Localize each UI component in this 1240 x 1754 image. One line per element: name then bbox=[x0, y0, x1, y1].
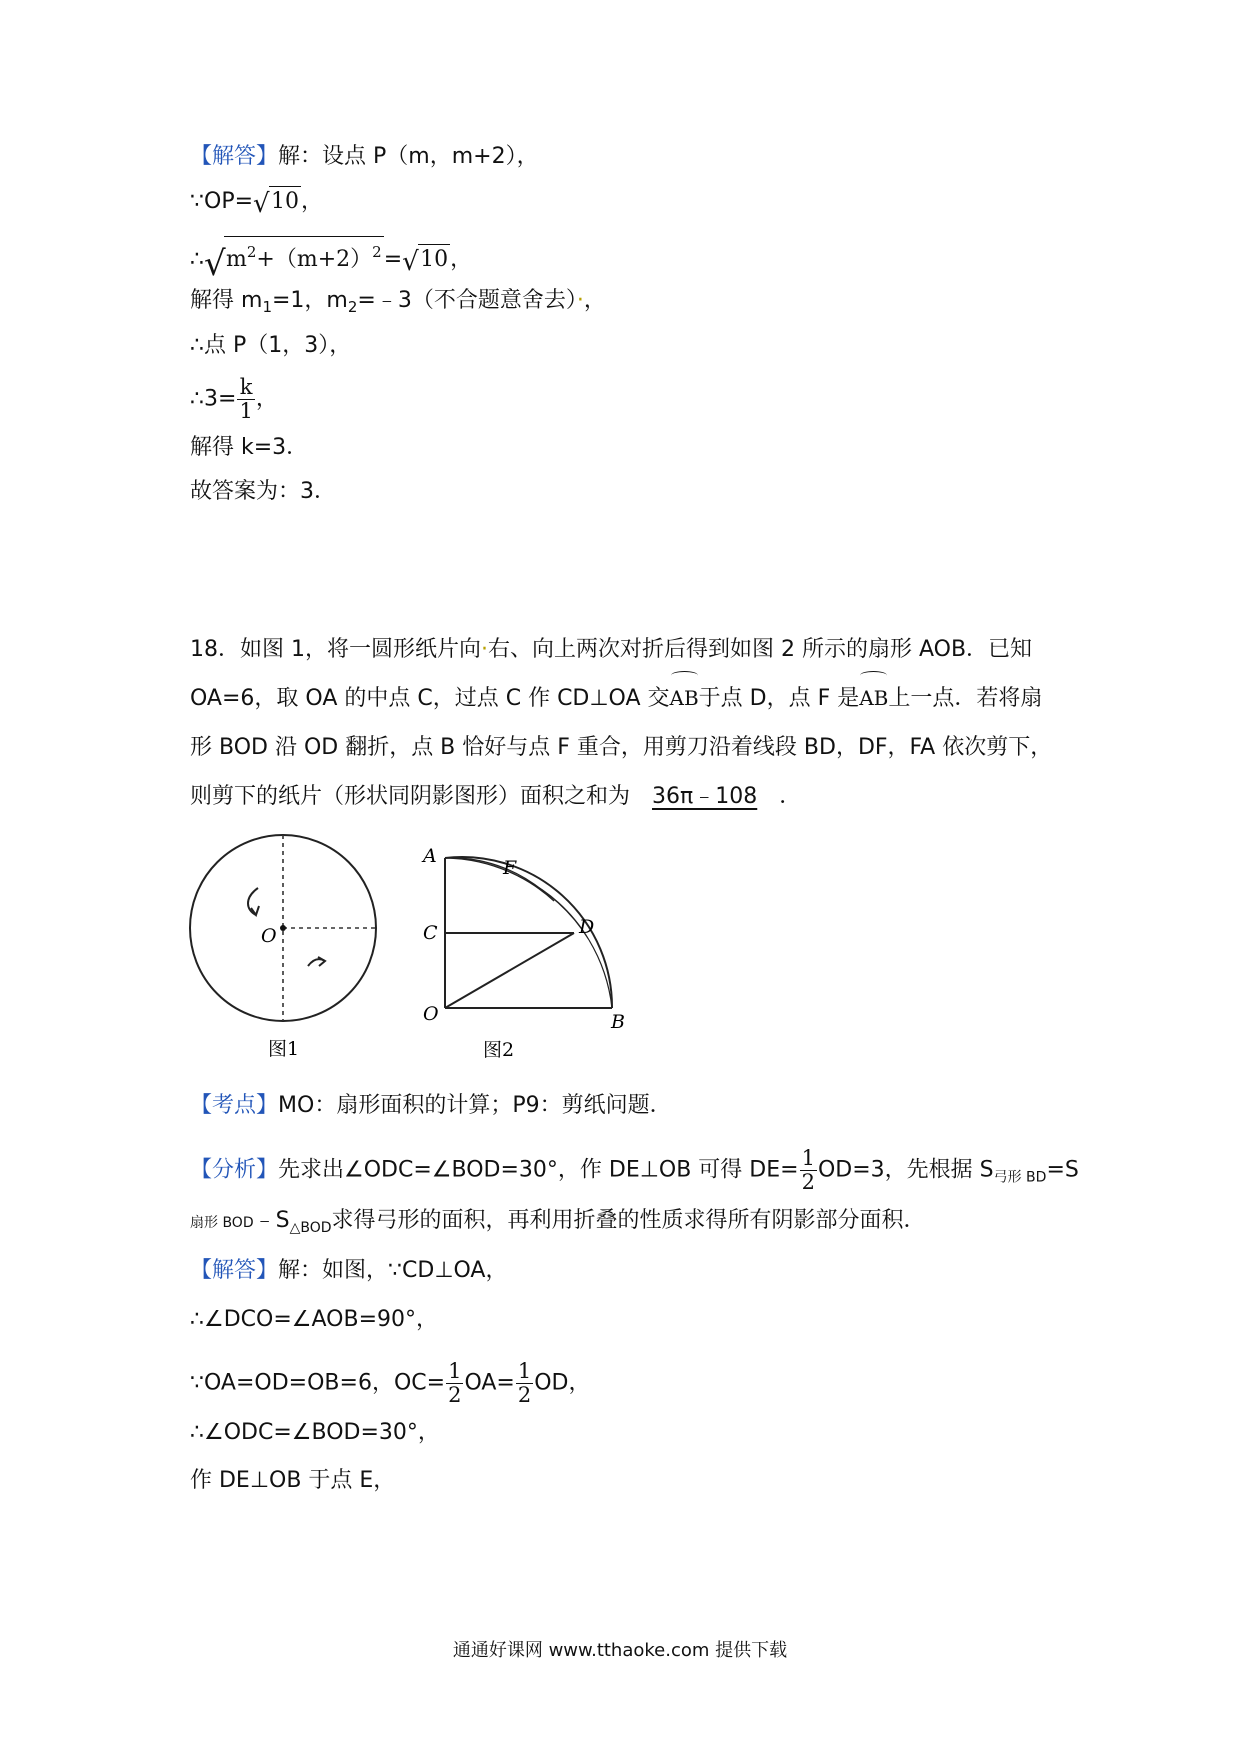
text: ∴∠ODC=∠BOD=30°， bbox=[190, 1420, 440, 1445]
text: 18．如图 1，将一圆形纸片向 bbox=[190, 637, 481, 662]
answer-line-5 bbox=[190, 331, 351, 361]
text: ， bbox=[301, 189, 324, 214]
center-point bbox=[280, 925, 286, 931]
shaded-segment bbox=[445, 858, 554, 901]
solution-line-4 bbox=[190, 1418, 440, 1448]
kaodian-tag: 【考点】 bbox=[190, 1093, 279, 1118]
stray-mark: · bbox=[481, 637, 488, 662]
sqrt-expression: √ 10 bbox=[253, 186, 301, 217]
subscript: 2 bbox=[347, 298, 358, 316]
subscript: △BOD bbox=[289, 1220, 332, 1236]
text: 求得弓形的面积，再利用折叠的性质求得所有阴影部分面积． bbox=[331, 1208, 926, 1233]
label-o: O bbox=[261, 925, 277, 947]
text: ， bbox=[255, 386, 278, 412]
text: 解：设点 P（m，m+2）， bbox=[278, 144, 539, 169]
fenxi-line-2 bbox=[190, 1206, 926, 1243]
answer-line-1 bbox=[190, 142, 539, 172]
numerator: 1 bbox=[448, 1359, 462, 1383]
solution-line-5 bbox=[190, 1466, 395, 1496]
text: 作 DE⊥OB 于点 E， bbox=[190, 1468, 396, 1493]
text: 解：如图，∵CD⊥OA， bbox=[278, 1258, 508, 1283]
denominator: 2 bbox=[801, 1170, 815, 1194]
figure-2 bbox=[415, 830, 625, 1070]
text: = bbox=[383, 247, 403, 272]
text: ． bbox=[779, 784, 802, 809]
text: =1，m bbox=[271, 288, 348, 313]
radicand: 10 bbox=[418, 244, 450, 275]
solution-line-2 bbox=[190, 1305, 438, 1335]
answer-line-6 bbox=[190, 376, 278, 423]
text: ， bbox=[450, 247, 473, 272]
subscript: 弓形 BD bbox=[993, 1169, 1047, 1186]
text: m bbox=[226, 247, 247, 272]
answer-line-7 bbox=[190, 433, 308, 463]
text: 解得 k=3． bbox=[190, 435, 309, 460]
jieda-tag: 【解答】 bbox=[190, 1258, 279, 1283]
fenxi-line-1 bbox=[190, 1147, 1079, 1194]
sqrt-expression: √ 10 bbox=[402, 244, 450, 275]
text: 故答案为：3． bbox=[190, 479, 336, 504]
numerator: 1 bbox=[517, 1359, 532, 1383]
problem-18 bbox=[190, 625, 1060, 821]
text: 右、向上两次对折后得到如图 2 所示的扇形 AOB．已知 OA=6，取 OA 的中点 C，过点 C 作 CD⊥OA 交 bbox=[190, 637, 1033, 711]
text: ∵OA=OD=OB=6，OC= bbox=[190, 1370, 446, 1396]
answer-line-8 bbox=[190, 477, 336, 507]
fraction bbox=[800, 1147, 817, 1194]
footer-text: 通通好课网 www.tthaoke.com 提供下载 bbox=[452, 1640, 788, 1661]
segment-od bbox=[445, 933, 574, 1008]
text: ， bbox=[583, 288, 606, 313]
text: ∴ bbox=[190, 247, 204, 272]
fold-arrow-head bbox=[318, 957, 325, 966]
figure-1 bbox=[188, 818, 388, 1068]
text: +（m+2） bbox=[256, 247, 373, 272]
sqrt-expression: √ $m^2+(m+2)^2$ bbox=[204, 236, 384, 275]
text: 上一点．若将扇形 BOD 沿 OD 翻折，点 B 恰好与点 F 重合，用剪刀沿着线段 BD，DF，FA 依次剪下，则剪下的纸片（形状同阴影图形）面积之和为 bbox=[190, 686, 1053, 809]
arc-ab: AB bbox=[670, 674, 699, 723]
label-a: A bbox=[423, 845, 437, 867]
denominator: 2 bbox=[517, 1383, 532, 1407]
answer-line-3 bbox=[190, 236, 473, 284]
subscript: 1 bbox=[262, 298, 272, 316]
text: 解得 m bbox=[190, 288, 263, 313]
text: OD=3，先根据 S bbox=[817, 1157, 994, 1183]
numerator: k bbox=[237, 376, 254, 400]
radicand bbox=[224, 236, 384, 275]
text: OA= bbox=[464, 1370, 515, 1396]
exponent: 2 bbox=[372, 243, 382, 261]
caption: 图1 bbox=[268, 1038, 300, 1060]
answer-line-2 bbox=[190, 186, 323, 217]
text: =﹣3（不合题意舍去） bbox=[357, 288, 577, 313]
text: ∵OP= bbox=[190, 189, 254, 214]
stray-mark: · bbox=[576, 288, 584, 313]
text: 先求出∠ODC=∠BOD=30°，作 DE⊥OB 可得 DE= bbox=[278, 1157, 799, 1183]
caption: 图2 bbox=[483, 1039, 515, 1061]
answer-blank: 36π﹣108 bbox=[652, 784, 758, 809]
numerator: 1 bbox=[801, 1146, 815, 1170]
text: 于点 D，点 F 是 bbox=[698, 686, 860, 711]
label-d: D bbox=[579, 916, 595, 938]
text: ∴∠DCO=∠AOB=90°， bbox=[190, 1307, 438, 1332]
solution-line-3 bbox=[190, 1360, 591, 1407]
subscript: 扇形 BOD bbox=[190, 1215, 254, 1231]
denominator: 2 bbox=[448, 1383, 462, 1407]
text: OD， bbox=[534, 1370, 591, 1396]
answer-line-4 bbox=[190, 286, 606, 322]
arc-ab: AB bbox=[859, 674, 888, 723]
radicand: 10 bbox=[269, 186, 301, 217]
label-o: O bbox=[423, 1003, 439, 1025]
label-b: B bbox=[611, 1011, 625, 1033]
text: MO：扇形面积的计算；P9：剪纸问题． bbox=[278, 1093, 672, 1118]
kaodian-line bbox=[190, 1091, 672, 1121]
text: ∴点 P（1，3）， bbox=[190, 333, 352, 358]
solution-line-1 bbox=[190, 1256, 507, 1286]
text: =S bbox=[1046, 1157, 1079, 1183]
fenxi-tag: 【分析】 bbox=[190, 1157, 279, 1183]
fraction bbox=[516, 1360, 533, 1407]
fraction bbox=[237, 376, 254, 423]
label-f: F bbox=[503, 857, 517, 879]
text: ∴3= bbox=[190, 386, 237, 412]
jieda-tag: 【解答】 bbox=[190, 144, 279, 169]
exponent: 2 bbox=[246, 243, 257, 261]
label-c: C bbox=[423, 922, 438, 944]
fraction bbox=[446, 1360, 463, 1407]
text: ﹣S bbox=[253, 1208, 290, 1233]
denominator: 1 bbox=[239, 399, 253, 423]
